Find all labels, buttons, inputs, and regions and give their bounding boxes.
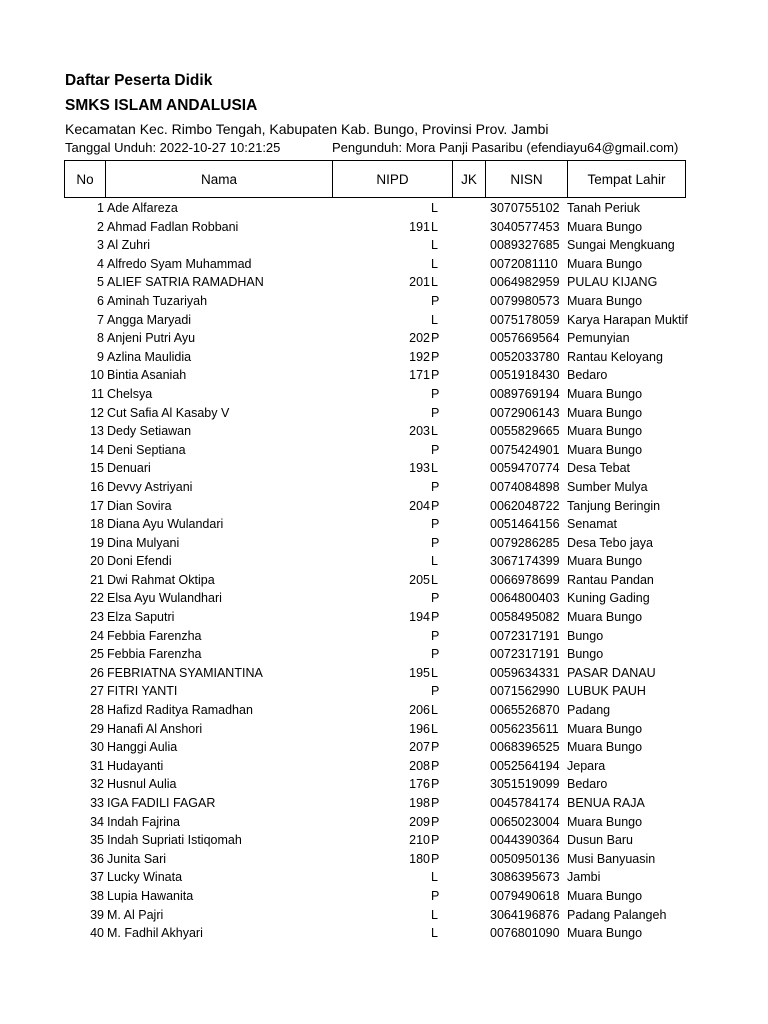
row-no: 40 xyxy=(90,926,104,941)
row-no: 25 xyxy=(90,647,104,662)
row-no: 13 xyxy=(90,424,104,439)
row-no: 30 xyxy=(90,740,104,755)
row-tempat-lahir: Rantau Pandan xyxy=(567,572,654,587)
row-tempat-lahir: Sungai Mengkuang xyxy=(567,238,675,253)
row-tempat-lahir: Muara Bungo xyxy=(567,442,643,457)
row-nama: Cut Safia Al Kasaby V xyxy=(107,405,230,420)
row-nisn: 0089769194 xyxy=(490,386,560,401)
row-tempat-lahir: Muara Bungo xyxy=(567,256,643,271)
row-jk: L xyxy=(431,703,438,718)
row-jk: P xyxy=(431,293,440,308)
row-nisn: 3070755102 xyxy=(490,201,560,215)
row-tempat-lahir: Pemunyian xyxy=(567,331,630,346)
location-line: Kecamatan Kec. Rimbo Tengah, Kabupaten Kab. Bungo, Provinsi Prov. Jambi xyxy=(65,121,549,137)
row-no: 38 xyxy=(90,888,104,903)
row-jk: P xyxy=(431,591,440,606)
row-nipd: 191 xyxy=(409,219,430,234)
row-tempat-lahir: Karya Harapan Muktif xyxy=(567,312,688,327)
row-nama: Devvy Astriyani xyxy=(107,479,193,494)
table-row xyxy=(0,831,768,850)
row-tempat-lahir: Tanah Periuk xyxy=(567,201,640,215)
table-row xyxy=(0,497,768,516)
row-nama: M. Al Pajri xyxy=(107,907,164,922)
row-nama: FITRI YANTI xyxy=(107,684,178,699)
table-header xyxy=(64,160,686,198)
row-tempat-lahir: PASAR DANAU xyxy=(567,665,656,680)
header-nipd: NIPD xyxy=(333,161,453,198)
row-nisn: 0065023004 xyxy=(490,814,560,829)
row-no: 6 xyxy=(97,293,104,308)
row-tempat-lahir: Bedaro xyxy=(567,777,608,792)
row-nama: Angga Maryadi xyxy=(107,312,192,327)
row-jk: P xyxy=(431,368,440,383)
row-nama: Alfredo Syam Muhammad xyxy=(107,256,252,271)
row-jk: P xyxy=(431,331,440,346)
table-row xyxy=(0,218,768,237)
table-row xyxy=(0,757,768,776)
row-tempat-lahir: Dusun Baru xyxy=(567,833,634,848)
table-row xyxy=(0,738,768,757)
row-nipd: 210 xyxy=(409,833,430,848)
row-nisn: 0065526870 xyxy=(490,703,560,718)
row-no: 23 xyxy=(90,610,104,625)
row-jk: L xyxy=(431,554,438,569)
row-nisn: 0062048722 xyxy=(490,498,560,513)
row-nipd: 171 xyxy=(409,368,430,383)
row-nama: Hanafi Al Anshori xyxy=(107,721,203,736)
row-nipd: 206 xyxy=(409,703,430,718)
row-tempat-lahir: Muara Bungo xyxy=(567,926,643,941)
row-tempat-lahir: Sumber Mulya xyxy=(567,479,648,494)
row-nipd: 192 xyxy=(409,349,430,364)
row-jk: L xyxy=(431,721,438,736)
row-nipd: 194 xyxy=(409,610,430,625)
row-jk: L xyxy=(431,572,438,587)
row-nisn: 3086395673 xyxy=(490,870,560,885)
row-tempat-lahir: PULAU KIJANG xyxy=(567,275,658,290)
row-tempat-lahir: Musi Banyuasin xyxy=(567,851,656,866)
row-nisn: 0052564194 xyxy=(490,758,560,773)
row-nisn: 0072906143 xyxy=(490,405,560,420)
row-tempat-lahir: LUBUK PAUH xyxy=(567,684,646,699)
row-nama: Dina Mulyani xyxy=(107,535,180,550)
row-nama: Bintia Asaniah xyxy=(107,368,187,383)
table-row xyxy=(0,199,768,218)
table-row xyxy=(0,366,768,385)
row-jk: P xyxy=(431,517,440,532)
row-nisn: 0075178059 xyxy=(490,312,560,327)
row-nisn: 0079286285 xyxy=(490,535,560,550)
row-nisn: 0058495082 xyxy=(490,610,560,625)
row-nama: Dedy Setiawan xyxy=(107,424,192,439)
row-nisn: 0079980573 xyxy=(490,293,560,308)
row-jk: P xyxy=(431,349,440,364)
table-row xyxy=(0,236,768,255)
row-nama: Al Zuhri xyxy=(107,238,151,253)
row-nisn: 0064982959 xyxy=(490,275,560,290)
table-row xyxy=(0,627,768,646)
row-nipd: 204 xyxy=(409,498,430,513)
row-jk: L xyxy=(431,312,438,327)
row-no: 24 xyxy=(90,628,104,643)
row-nama: Ade Alfareza xyxy=(107,201,178,215)
table-row xyxy=(0,404,768,423)
row-nisn: 0055829665 xyxy=(490,424,560,439)
row-tempat-lahir: Muara Bungo xyxy=(567,888,643,903)
row-nipd: 196 xyxy=(409,721,430,736)
header-tempat-lahir: Tempat Lahir xyxy=(568,161,686,198)
row-jk: L xyxy=(431,907,438,922)
row-nama: Diana Ayu Wulandari xyxy=(107,517,224,532)
row-jk: L xyxy=(431,275,438,290)
downloader: Pengunduh: Mora Panji Pasaribu (efendiayu64@gmail.com) xyxy=(332,140,679,155)
row-jk: P xyxy=(431,498,440,513)
document-title: Daftar Peserta Didik xyxy=(65,72,213,89)
row-tempat-lahir: Muara Bungo xyxy=(567,721,643,736)
row-nama: Anjeni Putri Ayu xyxy=(107,331,196,346)
table-row xyxy=(0,515,768,534)
header-no: No xyxy=(65,161,106,198)
row-no: 33 xyxy=(90,796,104,810)
row-no: 15 xyxy=(90,461,104,476)
row-nama: Husnul Aulia xyxy=(107,777,177,792)
row-nisn: 0044390364 xyxy=(490,833,560,848)
row-tempat-lahir: Muara Bungo xyxy=(567,293,643,308)
row-nama: Junita Sari xyxy=(107,851,167,866)
row-jk: L xyxy=(431,665,438,680)
row-nama: ALIEF SATRIA RAMADHAN xyxy=(107,275,264,290)
table-row xyxy=(0,868,768,887)
row-jk: L xyxy=(431,926,438,941)
row-nama: Chelsya xyxy=(107,386,153,401)
table-row xyxy=(0,534,768,553)
row-nama: Azlina Maulidia xyxy=(107,349,192,364)
row-nipd: 203 xyxy=(409,424,430,439)
table-row xyxy=(0,441,768,460)
row-jk: P xyxy=(431,535,440,550)
row-nama: Lucky Winata xyxy=(107,870,183,885)
row-jk: P xyxy=(431,647,440,662)
row-tempat-lahir: Padang Palangeh xyxy=(567,907,667,922)
row-no: 4 xyxy=(97,256,104,271)
row-jk: L xyxy=(431,424,438,439)
row-nama: Hanggi Aulia xyxy=(107,740,178,755)
row-nipd: 195 xyxy=(409,665,430,680)
row-no: 16 xyxy=(90,479,104,494)
row-nama: Doni Efendi xyxy=(107,554,172,569)
row-tempat-lahir: Jambi xyxy=(567,870,601,885)
row-nipd: 198 xyxy=(409,796,430,810)
row-no: 20 xyxy=(90,554,104,569)
row-nipd: 207 xyxy=(409,740,430,755)
row-nisn: 0068396525 xyxy=(490,740,560,755)
row-jk: P xyxy=(431,684,440,699)
row-nisn: 0079490618 xyxy=(490,888,560,903)
row-no: 14 xyxy=(90,442,104,457)
row-nisn: 0072081110 xyxy=(490,256,558,271)
row-nisn: 0057669564 xyxy=(490,331,560,346)
row-tempat-lahir: Muara Bungo xyxy=(567,405,643,420)
row-tempat-lahir: Muara Bungo xyxy=(567,386,643,401)
row-no: 27 xyxy=(90,684,104,699)
row-no: 10 xyxy=(90,368,104,383)
row-no: 18 xyxy=(90,517,104,532)
row-nipd: 193 xyxy=(409,461,430,476)
row-tempat-lahir: Desa Tebat xyxy=(567,461,631,476)
student-list xyxy=(0,199,768,943)
school-name: SMKS ISLAM ANDALUSIA xyxy=(65,97,258,114)
row-nisn: 0066978699 xyxy=(490,572,560,587)
row-tempat-lahir: Tanjung Beringin xyxy=(567,498,661,513)
header-nama: Nama xyxy=(106,161,333,198)
header-jk: JK xyxy=(453,161,486,198)
row-nama: Elsa Ayu Wulandhari xyxy=(107,591,222,606)
row-tempat-lahir: Padang xyxy=(567,703,611,718)
row-jk: P xyxy=(431,405,440,420)
row-tempat-lahir: Rantau Keloyang xyxy=(567,349,663,364)
table-row xyxy=(0,385,768,404)
row-jk: P xyxy=(431,628,440,643)
row-nama: Deni Septiana xyxy=(107,442,186,457)
row-tempat-lahir: Muara Bungo xyxy=(567,554,643,569)
row-nisn: 3051519099 xyxy=(490,777,560,792)
row-nisn: 3040577453 xyxy=(490,219,560,234)
row-jk: P xyxy=(431,833,440,848)
table-row xyxy=(0,348,768,367)
row-no: 26 xyxy=(90,665,104,680)
row-jk: P xyxy=(431,758,440,773)
row-no: 17 xyxy=(90,498,104,513)
row-nipd: 180 xyxy=(409,851,430,866)
row-no: 21 xyxy=(90,572,104,587)
row-jk: L xyxy=(431,461,438,476)
row-nisn: 0059634331 xyxy=(490,665,560,680)
row-no: 29 xyxy=(90,721,104,736)
row-nisn: 0051918430 xyxy=(490,368,560,383)
row-nisn: 0052033780 xyxy=(490,349,560,364)
table-row xyxy=(0,664,768,683)
table-row xyxy=(0,478,768,497)
row-nama: Elza Saputri xyxy=(107,610,175,625)
row-jk: P xyxy=(431,814,440,829)
row-nisn: 0045784174 xyxy=(490,796,560,810)
row-nipd: 201 xyxy=(409,275,430,290)
table-row xyxy=(0,850,768,869)
row-no: 8 xyxy=(97,331,104,346)
table-row xyxy=(0,255,768,274)
row-tempat-lahir: Bedaro xyxy=(567,368,608,383)
row-nama: M. Fadhil Akhyari xyxy=(107,926,203,941)
row-jk: L xyxy=(431,256,438,271)
row-tempat-lahir: Kuning Gading xyxy=(567,591,650,606)
row-nisn: 0075424901 xyxy=(490,442,560,457)
row-tempat-lahir: Jepara xyxy=(567,758,606,773)
row-jk: L xyxy=(431,201,438,215)
table-row xyxy=(0,329,768,348)
table-row xyxy=(0,552,768,571)
row-no: 36 xyxy=(90,851,104,866)
row-nipd: 209 xyxy=(409,814,430,829)
table-row xyxy=(0,682,768,701)
table-row xyxy=(0,775,768,794)
row-nisn: 0059470774 xyxy=(490,461,560,476)
row-nisn: 0071562990 xyxy=(490,684,560,699)
table-row xyxy=(0,589,768,608)
row-no: 22 xyxy=(90,591,104,606)
row-nama: Indah Fajrina xyxy=(107,814,180,829)
row-tempat-lahir: Muara Bungo xyxy=(567,219,643,234)
row-no: 32 xyxy=(90,777,104,792)
table-row xyxy=(0,273,768,292)
row-no: 28 xyxy=(90,703,104,718)
header-nisn: NISN xyxy=(486,161,568,198)
row-jk: P xyxy=(431,386,440,401)
row-nama: Lupia Hawanita xyxy=(107,888,194,903)
row-nisn: 0050950136 xyxy=(490,851,560,866)
table-row xyxy=(0,887,768,906)
row-nisn: 0072317191 xyxy=(490,647,560,662)
table-row xyxy=(0,813,768,832)
row-tempat-lahir: Muara Bungo xyxy=(567,610,643,625)
row-tempat-lahir: Senamat xyxy=(567,517,618,532)
row-nisn: 0064800403 xyxy=(490,591,560,606)
row-no: 12 xyxy=(90,405,104,420)
row-nama: Febbia Farenzha xyxy=(107,628,202,643)
row-nama: Dwi Rahmat Oktipa xyxy=(107,572,215,587)
row-no: 31 xyxy=(90,758,104,773)
row-no: 9 xyxy=(97,349,104,364)
row-tempat-lahir: Muara Bungo xyxy=(567,740,643,755)
row-no: 39 xyxy=(90,907,104,922)
row-nisn: 0089327685 xyxy=(490,238,560,253)
row-nama: Dian Sovira xyxy=(107,498,172,513)
row-jk: L xyxy=(431,238,438,253)
row-nama: Hafizd Raditya Ramadhan xyxy=(107,703,253,718)
row-jk: L xyxy=(431,870,438,885)
row-no: 2 xyxy=(97,219,104,234)
row-nisn: 3064196876 xyxy=(490,907,560,922)
table-row xyxy=(0,422,768,441)
row-jk: P xyxy=(431,777,440,792)
table-row xyxy=(0,794,768,813)
row-tempat-lahir: Desa Tebo jaya xyxy=(567,535,653,550)
row-nama: Hudayanti xyxy=(107,758,164,773)
table-row xyxy=(0,701,768,720)
table-row xyxy=(0,608,768,627)
table-row xyxy=(0,459,768,478)
row-tempat-lahir: Bungo xyxy=(567,647,604,662)
row-jk: P xyxy=(431,888,440,903)
row-nama: IGA FADILI FAGAR xyxy=(107,796,216,810)
row-jk: P xyxy=(431,851,440,866)
row-no: 11 xyxy=(91,386,104,401)
row-tempat-lahir: Muara Bungo xyxy=(567,424,643,439)
row-jk: P xyxy=(431,479,440,494)
row-nisn: 3067174399 xyxy=(490,554,560,569)
row-nisn: 0056235611 xyxy=(490,721,559,736)
row-tempat-lahir: BENUA RAJA xyxy=(567,796,645,810)
row-no: 7 xyxy=(97,312,104,327)
row-jk: P xyxy=(431,442,440,457)
table-row xyxy=(0,311,768,330)
table-row xyxy=(0,924,768,943)
row-nisn: 0074084898 xyxy=(490,479,560,494)
row-nisn: 0076801090 xyxy=(490,926,560,941)
row-nipd: 205 xyxy=(409,572,430,587)
row-nipd: 208 xyxy=(409,758,430,773)
row-jk: P xyxy=(431,610,440,625)
row-nisn: 0072317191 xyxy=(490,628,560,643)
row-no: 35 xyxy=(90,833,104,848)
download-date: Tanggal Unduh: 2022-10-27 10:21:25 xyxy=(65,140,281,155)
row-nama: Indah Supriati Istiqomah xyxy=(107,833,242,848)
row-tempat-lahir: Bungo xyxy=(567,628,604,643)
row-nisn: 0051464156 xyxy=(490,517,560,532)
row-nama: Febbia Farenzha xyxy=(107,647,202,662)
table-row xyxy=(0,720,768,739)
row-jk: L xyxy=(431,219,438,234)
row-nama: FEBRIATNA SYAMIANTINA xyxy=(107,665,263,680)
row-nipd: 202 xyxy=(409,331,430,346)
row-no: 1 xyxy=(97,201,104,215)
row-no: 3 xyxy=(97,238,104,253)
row-no: 19 xyxy=(90,535,104,550)
row-no: 34 xyxy=(90,814,104,829)
table-row xyxy=(0,906,768,925)
row-nama: Ahmad Fadlan Robbani xyxy=(107,219,239,234)
table-row xyxy=(0,571,768,590)
row-nama: Aminah Tuzariyah xyxy=(107,293,208,308)
row-no: 5 xyxy=(97,275,104,290)
row-nipd: 176 xyxy=(409,777,430,792)
table-row xyxy=(0,292,768,311)
row-jk: P xyxy=(431,796,440,810)
row-tempat-lahir: Muara Bungo xyxy=(567,814,643,829)
table-row xyxy=(0,645,768,664)
row-nama: Denuari xyxy=(107,461,151,476)
row-jk: P xyxy=(431,740,440,755)
row-no: 37 xyxy=(90,870,104,885)
